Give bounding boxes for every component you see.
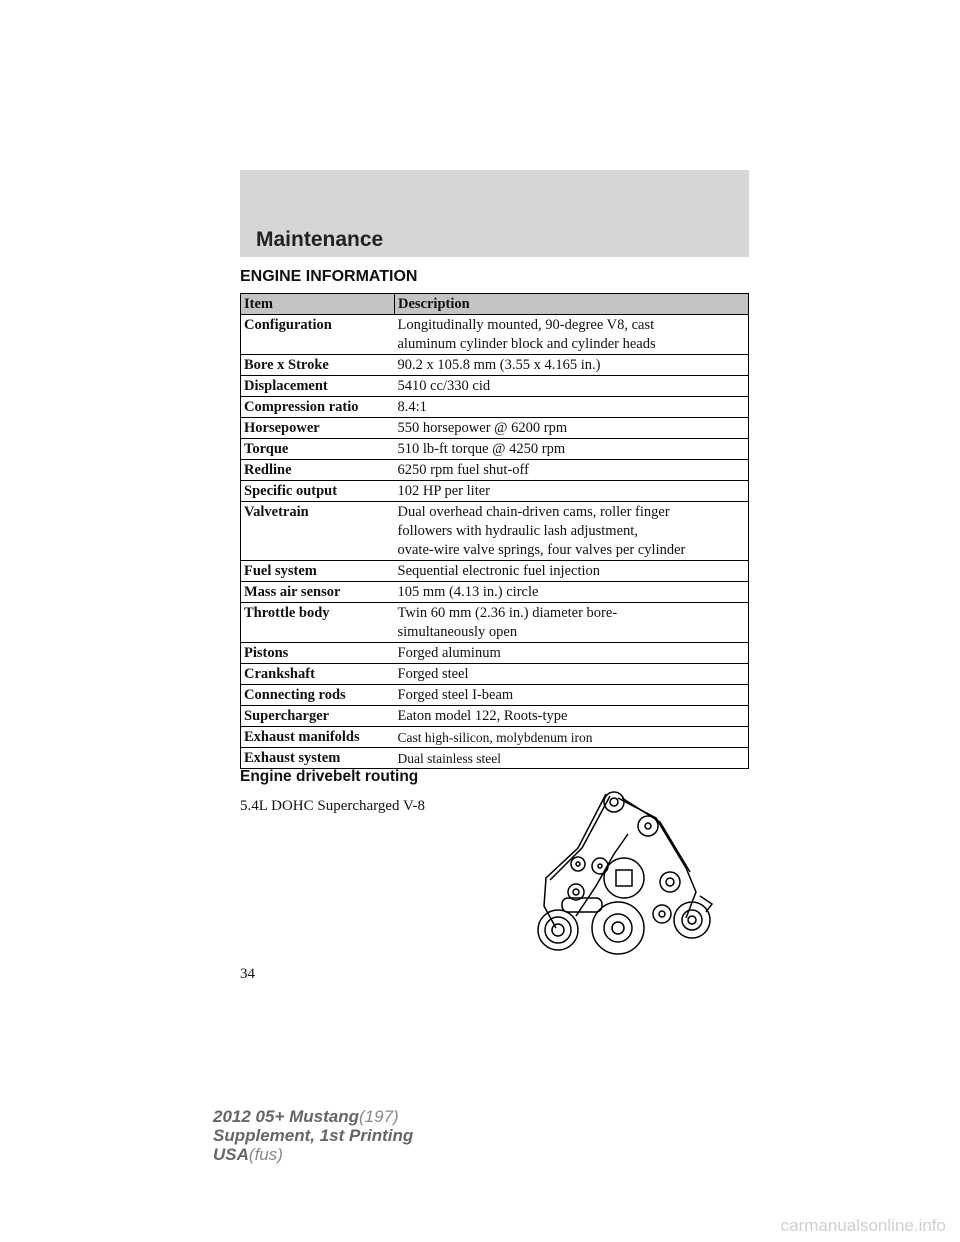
spec-description-line: 102 HP per liter (397, 483, 490, 499)
spec-description-line: 8.4:1 (397, 399, 427, 415)
spec-item: Fuel system (241, 561, 395, 582)
table-row (241, 481, 749, 502)
spec-item: Crankshaft (241, 664, 395, 685)
spec-description-line: ovate-wire valve springs, four valves per cylinder (397, 542, 686, 558)
spec-description-line: 6250 rpm fuel shut-off (397, 462, 529, 478)
table-row (241, 748, 749, 769)
spec-item: Exhaust manifolds (241, 727, 395, 748)
column-header-item: Item (241, 294, 395, 315)
table-row (241, 460, 749, 481)
spec-description-line: Eaton model 122, Roots-type (397, 708, 568, 724)
spec-description (395, 706, 749, 727)
spec-description (395, 481, 749, 502)
spec-item: Horsepower (241, 418, 395, 439)
print-footer (213, 1107, 413, 1164)
spec-item: Displacement (241, 376, 395, 397)
spec-item: Compression ratio (241, 397, 395, 418)
spec-description (395, 355, 749, 376)
table-row (241, 603, 749, 643)
spec-description (395, 582, 749, 603)
table-row (241, 664, 749, 685)
table-row (241, 643, 749, 664)
spec-item: Pistons (241, 643, 395, 664)
page-number: 34 (240, 966, 255, 982)
column-header-description: Description (395, 294, 749, 315)
spec-description-line: Dual overhead chain-driven cams, roller finger (397, 504, 670, 520)
spec-description (395, 643, 749, 664)
table-row (241, 561, 749, 582)
spec-description (395, 439, 749, 460)
table-header-row (241, 294, 749, 315)
footer-line-market (213, 1145, 413, 1164)
spec-description (395, 460, 749, 481)
spec-description-line: Cast high-silicon, molybdenum iron (397, 730, 593, 745)
footer-market-code: (fus) (248, 1145, 283, 1164)
spec-description (395, 376, 749, 397)
spec-description (395, 397, 749, 418)
spec-item: Connecting rods (241, 685, 395, 706)
spec-description (395, 418, 749, 439)
spec-description-line: Forged steel I-beam (397, 687, 514, 703)
spec-description (395, 664, 749, 685)
table-row (241, 582, 749, 603)
footer-market: USA (213, 1145, 249, 1164)
table-row (241, 418, 749, 439)
spec-description (395, 748, 749, 769)
footer-model-code: (197) (359, 1107, 399, 1126)
table-row (241, 355, 749, 376)
table-row (241, 685, 749, 706)
spec-description (395, 727, 749, 748)
spec-item: Redline (241, 460, 395, 481)
spec-description-line: 105 mm (4.13 in.) circle (397, 584, 539, 600)
spec-description-line: Forged aluminum (397, 645, 501, 661)
spec-item: Torque (241, 439, 395, 460)
table-row (241, 315, 749, 355)
table-row (241, 502, 749, 561)
spec-item: Bore x Stroke (241, 355, 395, 376)
spec-description-line: Dual stainless steel (397, 751, 501, 766)
spec-item: Mass air sensor (241, 582, 395, 603)
page-heading: ENGINE INFORMATION (240, 268, 418, 285)
table-row (241, 706, 749, 727)
spec-item: Throttle body (241, 603, 395, 643)
spec-item: Valvetrain (241, 502, 395, 561)
footer-line-printing (213, 1126, 413, 1145)
spec-description (395, 685, 749, 706)
spec-description (395, 603, 749, 643)
spec-item: Exhaust system (241, 748, 395, 769)
spec-description (395, 315, 749, 355)
spec-description-line: Twin 60 mm (2.36 in.) diameter bore- (397, 605, 618, 621)
watermark: carmanualsonline.info (780, 1216, 946, 1235)
spec-description-line: Longitudinally mounted, 90-degree V8, cast (397, 317, 655, 333)
spec-description-line: simultaneously open (397, 624, 518, 640)
spec-description-line: Forged steel (397, 666, 469, 682)
spec-description-line: 5410 cc/330 cid (397, 378, 491, 394)
spec-description-line: 550 horsepower @ 6200 rpm (397, 420, 568, 436)
table-row (241, 376, 749, 397)
spec-description (395, 561, 749, 582)
table-row (241, 439, 749, 460)
spec-description-line: aluminum cylinder block and cylinder heads (397, 336, 656, 352)
table-row (241, 727, 749, 748)
footer-printing: Supplement, 1st Printing (213, 1126, 414, 1145)
section-title: Maintenance (256, 228, 384, 251)
drivebelt-routing-diagram (536, 788, 716, 958)
table-row (241, 397, 749, 418)
spec-description-line: followers with hydraulic lash adjustment, (397, 523, 638, 539)
spec-item: Specific output (241, 481, 395, 502)
footer-line-model (213, 1107, 413, 1126)
spec-item: Configuration (241, 315, 395, 355)
engine-spec-table (240, 293, 749, 769)
drivebelt-heading: Engine drivebelt routing (240, 768, 419, 785)
spec-item: Supercharger (241, 706, 395, 727)
engine-label: 5.4L DOHC Supercharged V-8 (240, 798, 425, 814)
footer-model: 2012 05+ Mustang (213, 1107, 359, 1126)
spec-description-line: 510 lb-ft torque @ 4250 rpm (397, 441, 566, 457)
spec-description-line: 90.2 x 105.8 mm (3.55 x 4.165 in.) (397, 357, 601, 373)
spec-description-line: Sequential electronic fuel injection (397, 563, 601, 579)
spec-description (395, 502, 749, 561)
